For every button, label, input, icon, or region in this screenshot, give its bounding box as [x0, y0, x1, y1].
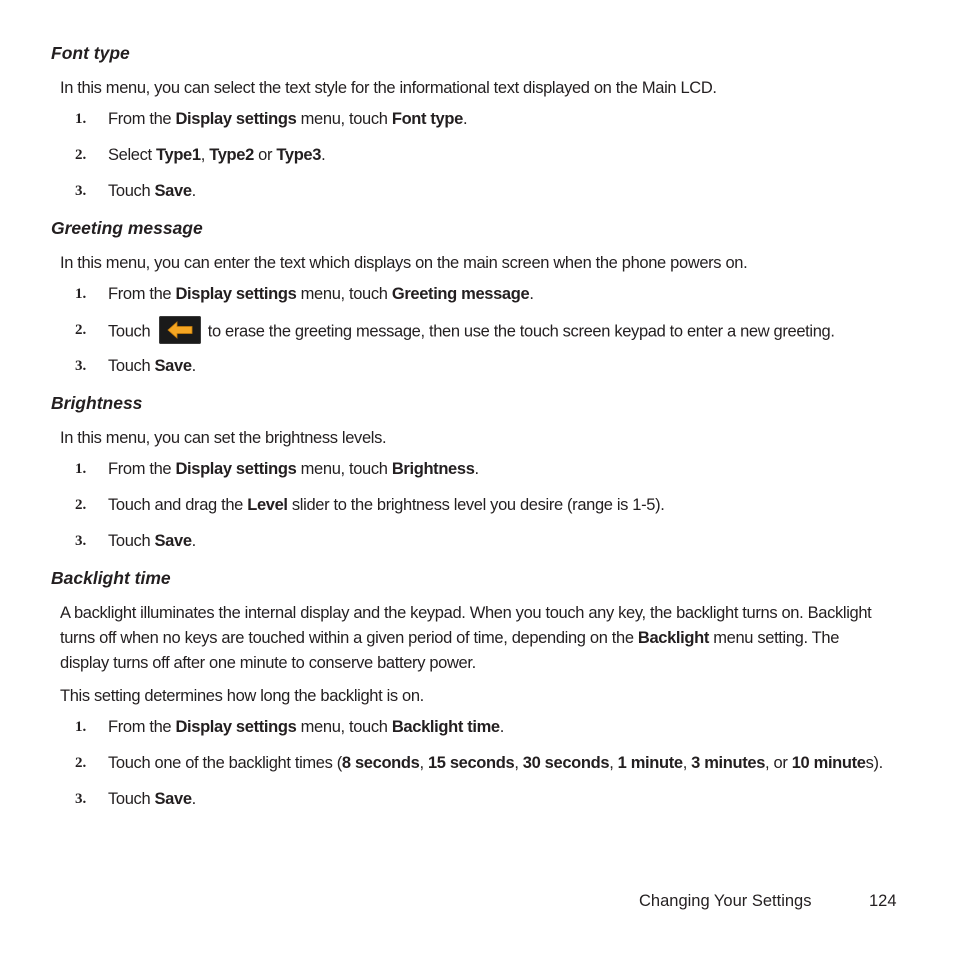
brightness-intro: In this menu, you can set the brightness levels. — [60, 429, 387, 447]
backlight-menu-label: Backlight — [637, 629, 709, 647]
greeting-step-2 — [0, 318, 954, 342]
step-number: 3. — [75, 791, 87, 807]
step-text: From the Display settings menu, touch Backlight time. — [108, 718, 504, 736]
menu-option: Brightness — [391, 460, 475, 478]
step-number: 1. — [75, 719, 87, 735]
greeting-step-1 — [0, 282, 954, 306]
heading-greeting-message: Greeting message — [51, 218, 203, 238]
heading-font-type: Font type — [51, 43, 130, 63]
step-text: Touch Save. — [108, 357, 196, 375]
footer-chapter-title: Changing Your Settings — [639, 892, 812, 910]
heading-backlight-time: Backlight time — [51, 568, 171, 588]
font-type-step-2 — [0, 143, 954, 167]
save-label: Save — [154, 532, 192, 550]
menu-option: Backlight time — [391, 718, 500, 736]
option-10-minutes: 10 minute — [791, 754, 866, 772]
save-label: Save — [154, 182, 192, 200]
page-number: 124 — [869, 892, 897, 910]
step-text: From the Display settings menu, touch Font type. — [108, 110, 468, 128]
option-type2: Type2 — [209, 146, 254, 164]
back-arrow-key-icon — [159, 316, 201, 344]
backlight-step-2 — [0, 751, 954, 775]
menu-name: Display settings — [175, 110, 297, 128]
save-label: Save — [154, 357, 192, 375]
step-number: 1. — [75, 111, 87, 127]
backlight-intro-2: This setting determines how long the backlight is on. — [60, 687, 424, 705]
step-text: Touch Save. — [108, 790, 196, 808]
brightness-step-2 — [0, 493, 954, 517]
step-number: 3. — [75, 183, 87, 199]
font-type-step-1 — [0, 107, 954, 131]
step-text: Touch Save. — [108, 532, 196, 550]
step-text: Touch to erase the greeting message, then use the touch screen keypad to enter a new greeting. — [108, 318, 835, 346]
option-type3: Type3 — [276, 146, 322, 164]
option-3-minutes: 3 minutes — [691, 754, 766, 772]
option-15-seconds: 15 seconds — [427, 754, 515, 772]
step-number: 2. — [75, 322, 87, 338]
backlight-step-1 — [0, 715, 954, 739]
menu-name: Display settings — [175, 460, 297, 478]
step-text: Select Type1, Type2 or Type3. — [108, 146, 326, 164]
option-1-minute: 1 minute — [617, 754, 683, 772]
step-number: 2. — [75, 147, 87, 163]
option-8-seconds: 8 seconds — [341, 754, 420, 772]
backlight-step-3 — [0, 787, 954, 811]
heading-brightness: Brightness — [51, 393, 143, 413]
step-text: From the Display settings menu, touch Brightness. — [108, 460, 479, 478]
font-type-intro: In this menu, you can select the text style for the informational text displayed on the Main LCD. — [60, 79, 717, 97]
step-number: 2. — [75, 755, 87, 771]
step-text: Touch Save. — [108, 182, 196, 200]
save-label: Save — [154, 790, 192, 808]
step-number: 1. — [75, 286, 87, 302]
step-number: 1. — [75, 461, 87, 477]
step-text: Touch and drag the Level slider to the brightness level you desire (range is 1-5). — [108, 496, 665, 514]
step-text: From the Display settings menu, touch Greeting message. — [108, 285, 534, 303]
option-type1: Type1 — [156, 146, 201, 164]
backlight-intro: A backlight illuminates the internal display and the keypad. When you touch any key, the backlight turns on. Backlight turns off when no keys are touched within a given period of time, depending on the Backlight menu setting. The display turns off after one minute to conserve battery power. — [60, 604, 872, 672]
font-type-step-3 — [0, 179, 954, 203]
option-30-seconds: 30 seconds — [522, 754, 610, 772]
greeting-step-3 — [0, 354, 954, 378]
greeting-intro: In this menu, you can enter the text which displays on the main screen when the phone powers on. — [60, 254, 748, 272]
step-text: Touch one of the backlight times (8 seconds, 15 seconds, 30 seconds, 1 minute, 3 minutes, or 10 minutes). — [108, 754, 883, 772]
menu-name: Display settings — [175, 718, 297, 736]
brightness-step-1 — [0, 457, 954, 481]
brightness-step-3 — [0, 529, 954, 553]
menu-name: Display settings — [175, 285, 297, 303]
menu-option: Greeting message — [391, 285, 530, 303]
menu-option: Font type — [391, 110, 463, 128]
level-slider-label: Level — [247, 496, 288, 514]
step-number: 3. — [75, 358, 87, 374]
step-number: 3. — [75, 533, 87, 549]
step-number: 2. — [75, 497, 87, 513]
